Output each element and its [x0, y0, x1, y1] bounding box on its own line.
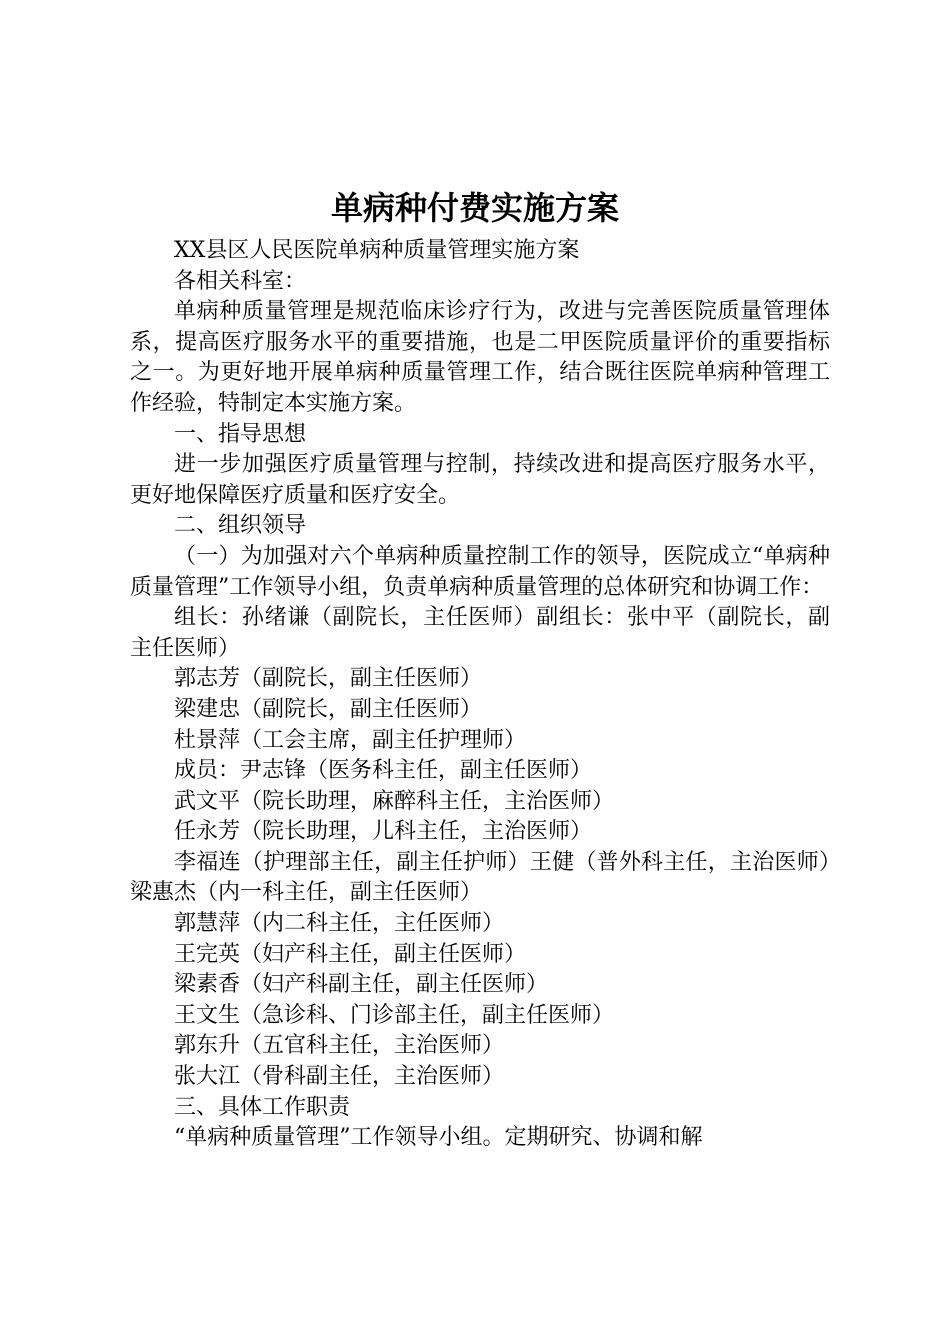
member-line: 张大江（骨科副主任，主治医师）: [174, 1064, 505, 1090]
document-body: [130, 236, 830, 1154]
paragraph-heading-line: XX县区人民医院单病种质量管理实施方案: [174, 238, 580, 263]
paragraph-intro: 单病种质量管理是规范临床诊疗行为，改进与完善医院质量管理体系，提高医疗服务水平的重要措施，也是二甲医院质量评价的重要指标之一。为更好地开展单病种质量管理工作，结合既往医院单病种管理工作经验，特制定本实施方案。: [130, 299, 830, 416]
member-line: 郭东升（五官科主任，主治医师）: [174, 1033, 505, 1059]
member-line: 成员：尹志锋（医务科主任，副主任医师）: [174, 758, 593, 784]
member-line: 梁建忠（副院长，副主任医师）: [174, 696, 483, 722]
section-heading-organization: 二、组织领导: [174, 513, 307, 539]
member-line: 王完英（妇产科主任，副主任医师）: [174, 941, 527, 967]
section-heading-guiding-ideology: 一、指导思想: [174, 421, 307, 447]
paragraph-organization: （一）为加强对六个单病种质量控制工作的领导，医院成立“单病种质量管理”工作领导小组，负责单病种质量管理的总体研究和协调工作：: [130, 543, 830, 600]
member-line: 杜景萍（工会主席，副主任护理师）: [174, 727, 527, 753]
member-line: 李福连（护理部主任，副主任护师）王健（普外科主任，主治医师）梁惠杰（内一科主任，副主任医师）: [130, 849, 830, 906]
member-line: 组长：孙绪谦（副院长，主任医师）副组长：张中平（副院长，副主任医师）: [130, 605, 830, 661]
document-title: 单病种付费实施方案: [330, 189, 619, 227]
member-line: 武文平（院长助理，麻醉科主任，主治医师）: [174, 788, 615, 814]
member-line: 任永芳（院长助理，儿科主任，主治医师）: [174, 819, 593, 845]
paragraph-responsibilities: “单病种质量管理”工作领导小组。定期研究、协调和解: [174, 1125, 703, 1151]
member-line: 梁素香（妇产科副主任，副主任医师）: [174, 972, 549, 998]
member-line: 王文生（急诊科、门诊部主任，副主任医师）: [174, 1002, 615, 1028]
paragraph-guiding-ideology: 进一步加强医疗质量管理与控制，持续改进和提高医疗服务水平，更好地保障医疗质量和医疗安全。: [130, 452, 830, 508]
member-line: 郭慧萍（内二科主任，主任医师）: [174, 911, 505, 937]
section-heading-responsibilities: 三、具体工作职责: [174, 1094, 351, 1120]
paragraph-salutation: 各相关科室：: [174, 268, 307, 294]
member-line: 郭志芳（副院长，副主任医师）: [174, 666, 483, 692]
